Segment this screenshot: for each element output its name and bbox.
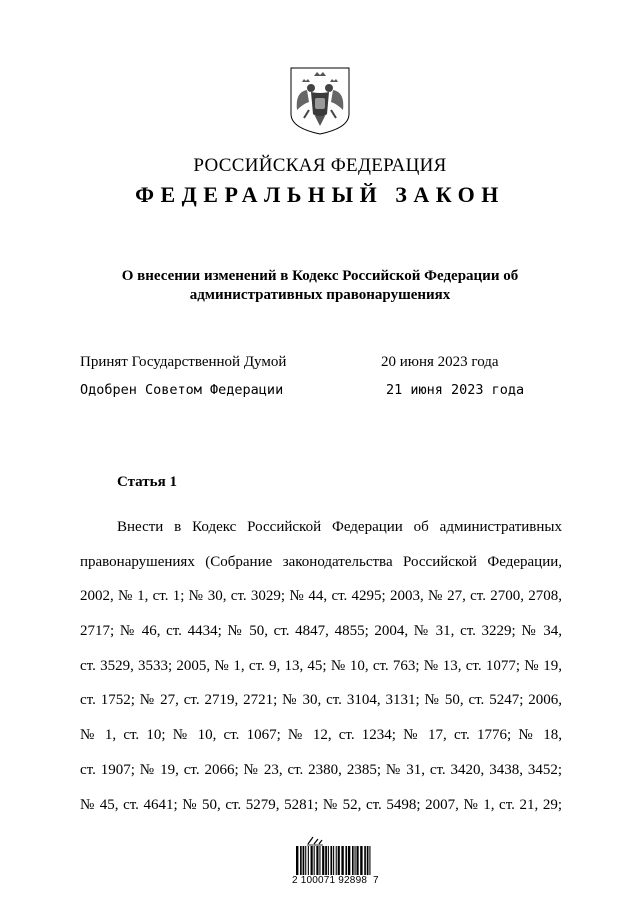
- barcode-bar: [341, 846, 343, 875]
- barcode-bar: [308, 846, 309, 875]
- coat-of-arms-emblem: [287, 64, 353, 136]
- barcode-bar: [348, 846, 350, 875]
- barcode-bar: [305, 846, 306, 875]
- barcode-bar: [330, 846, 332, 875]
- barcode-bar: [316, 846, 318, 875]
- barcode-bar: [336, 846, 337, 875]
- law-title: [0, 267, 640, 305]
- body-line: Внести в Кодекс Российской Федерации об административных: [117, 519, 562, 535]
- barcode-number: 2 100071 92898 7: [292, 875, 379, 886]
- barcode-marks-icon: [305, 834, 325, 846]
- adoption-council-label: Одобрен Советом Федерации: [80, 382, 284, 398]
- barcode-bar: [314, 846, 315, 875]
- body-line: правонарушениях (Собрание законодательства Российской Федерации,: [80, 553, 562, 570]
- body-line: ст. 1907; № 19, ст. 2066; № 23, ст. 2380, 2385; № 31, ст. 3420, 3438, 3452;: [80, 761, 562, 778]
- barcode-bar: [319, 846, 320, 875]
- barcode-bar: [364, 846, 366, 875]
- barcode-bar: [338, 846, 340, 875]
- law-title-line: административных правонарушениях: [189, 287, 451, 303]
- barcode-bar: [360, 846, 362, 875]
- barcode-bar: [322, 846, 324, 875]
- adoption-duma-date: 20 июня 2023 года: [381, 354, 499, 370]
- body-line: 2717; № 46, ст. 4434; № 50, ст. 4847, 4855; 2004, № 31, ст. 3229; № 34,: [80, 623, 562, 640]
- barcode-bar: [345, 846, 347, 875]
- body-line: ст. 1752; № 27, ст. 2719, 2721; № 30, ст. 3104, 3131; № 50, ст. 5247; 2006,: [80, 692, 562, 709]
- adoption-council-date: 21 июня 2023 года: [386, 382, 525, 398]
- body-line: ст. 3529, 3533; 2005, № 1, ст. 9, 13, 45; № 10, ст. 763; № 13, ст. 1077; № 19,: [80, 657, 562, 674]
- barcode-bar: [352, 846, 354, 875]
- barcode-bar: [356, 846, 358, 875]
- adoption-duma-label: Принят Государственной Думой: [80, 354, 287, 370]
- barcode-bar: [367, 846, 369, 875]
- body-line: № 45, ст. 4641; № 50, ст. 5279, 5281; № 52, ст. 5498; 2007, № 1, ст. 21, 29;: [80, 796, 562, 813]
- body-line: 2002, № 1, ст. 1; № 30, ст. 3029; № 44, ст. 4295; 2003, № 27, ст. 2700, 2708,: [80, 588, 562, 605]
- document-type: ФЕДЕРАЛЬНЫЙ ЗАКОН: [135, 182, 505, 207]
- law-title-line: О внесении изменений в Кодекс Российской Федерации об: [121, 268, 519, 284]
- barcode-bar: [296, 846, 298, 875]
- country-name: РОССИЙСКАЯ ФЕДЕРАЦИЯ: [193, 155, 447, 176]
- barcode-bar: [328, 846, 329, 875]
- article-heading: Статья 1: [117, 474, 177, 490]
- barcode-bar: [311, 846, 313, 875]
- barcode-bar: [300, 846, 302, 875]
- barcode-bar: [325, 846, 327, 875]
- barcode-bar: [369, 846, 370, 875]
- barcode-block: [282, 834, 382, 894]
- body-line: № 1, ст. 10; № 10, ст. 1067; № 12, ст. 1234; № 17, ст. 1776; № 18,: [80, 727, 562, 744]
- barcode-icon: [296, 846, 372, 875]
- barcode-bar: [355, 846, 356, 875]
- barcode-bar: [303, 846, 305, 875]
- article-body: [80, 510, 562, 822]
- barcode-bar: [333, 846, 334, 875]
